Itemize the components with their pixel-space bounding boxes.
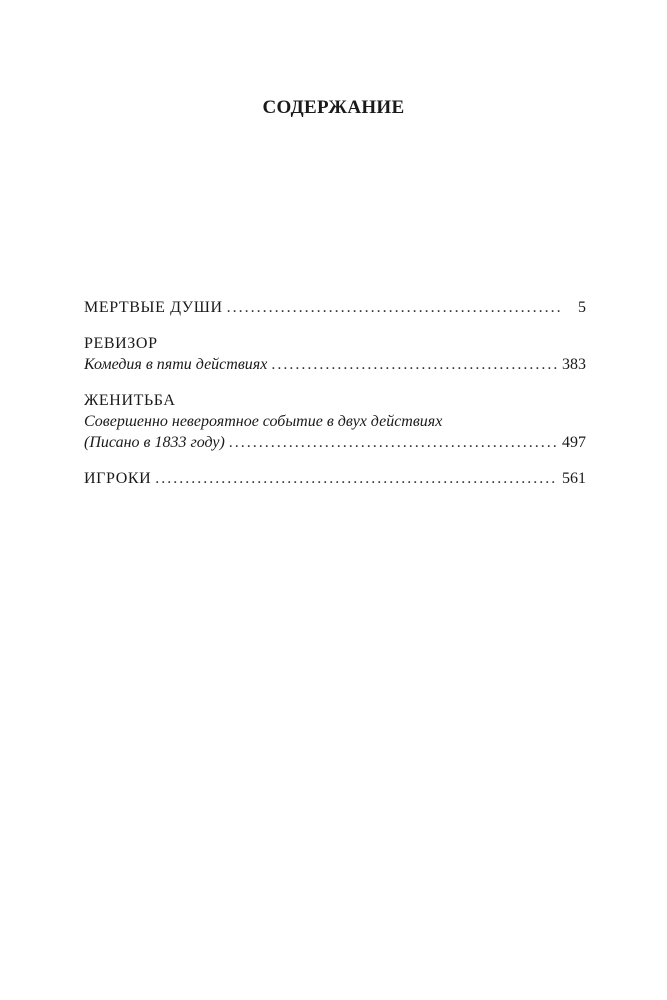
toc-line <box>84 390 586 411</box>
dot-leader <box>229 432 558 453</box>
toc-line <box>84 297 586 318</box>
dot-leader <box>155 468 558 489</box>
table-of-contents <box>84 297 586 489</box>
toc-line <box>84 468 586 489</box>
toc-entry-subtitle: Комедия в пяти действиях <box>84 356 268 373</box>
toc-entry-gamblers[interactable] <box>84 468 586 489</box>
toc-entry-title: МЕРТВЫЕ ДУШИ <box>84 299 223 316</box>
toc-entry-title: ИГРОКИ <box>84 470 152 487</box>
toc-page-number: 561 <box>562 470 586 487</box>
toc-line <box>84 432 586 453</box>
toc-entry-subtitle: Совершенно невероятное событие в двух действиях <box>84 413 443 430</box>
toc-entry-marriage[interactable] <box>84 390 586 453</box>
toc-entry-dead-souls[interactable] <box>84 297 586 318</box>
toc-entry-subtitle: (Писано в 1833 году) <box>84 434 225 451</box>
toc-page-number: 5 <box>578 299 586 316</box>
toc-entry-title: РЕВИЗОР <box>84 335 158 352</box>
dot-leader <box>227 297 560 318</box>
toc-entry-title: ЖЕНИТЬБА <box>84 392 176 409</box>
toc-line <box>84 411 586 432</box>
toc-page-number: 383 <box>562 356 586 373</box>
dot-leader <box>271 354 558 375</box>
toc-line <box>84 333 586 354</box>
toc-page-number: 497 <box>562 434 586 451</box>
page-title: СОДЕРЖАНИЕ <box>262 97 405 118</box>
toc-line <box>84 354 586 375</box>
toc-entry-inspector[interactable] <box>84 333 586 375</box>
